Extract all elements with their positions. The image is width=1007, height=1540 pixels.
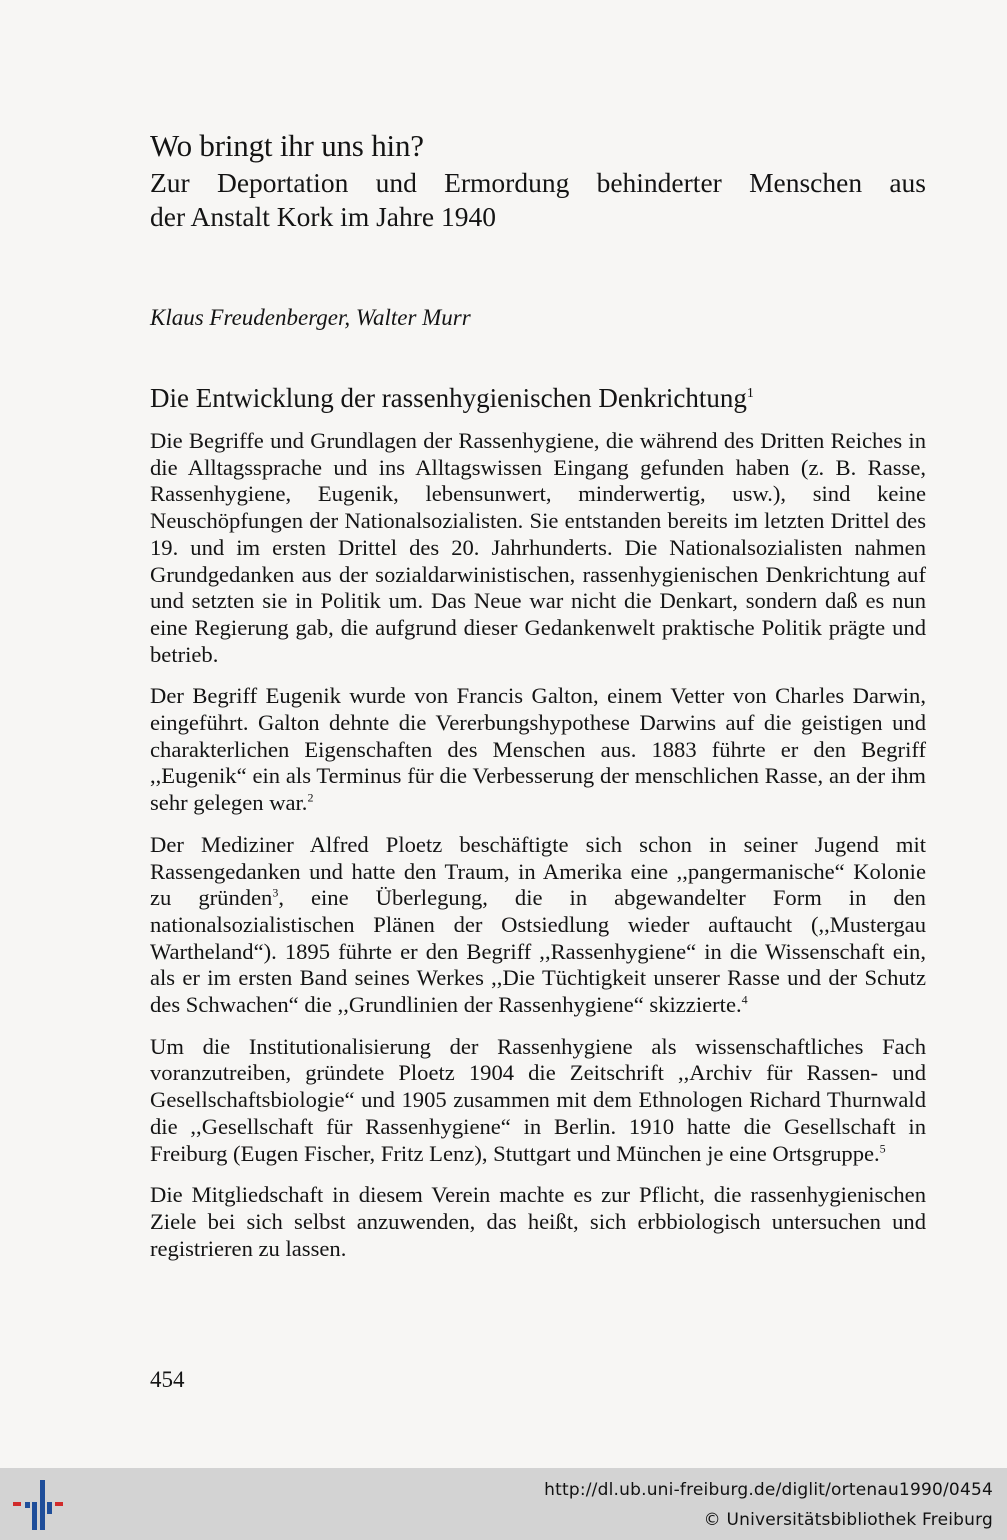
paragraph-1 (150, 428, 926, 668)
footnote-reference: 5 (879, 1141, 886, 1156)
paragraph-5 (150, 1182, 926, 1262)
section-heading-text: Die Entwicklung der rassenhygienischen Denkrichtung (150, 383, 747, 413)
footnote-reference: 1 (746, 386, 754, 401)
footnote-reference: 4 (741, 992, 748, 1007)
paragraph-text: Der Mediziner Alfred Ploetz beschäftigte sich schon in seiner Jugend mit Rassengedanken und hatte den Traum, in Amerika eine ,,pangermanische“ Kolonie zu gründen (150, 831, 926, 911)
paragraph-3 (150, 832, 926, 1019)
section-heading (150, 382, 926, 414)
paragraph-text: Die Mitgliedschaft in diesem Verein machte es zur Pflicht, die rassenhygienischen Ziele bei sich selbst anzuwenden, das heißt, sich erbbiologisch untersuchen und registrieren zu lassen. (150, 1182, 926, 1261)
permalink-url[interactable]: http://dl.ub.uni-freiburg.de/diglit/ortenau1990/0454 (544, 1480, 993, 1500)
article-body (150, 128, 926, 1262)
article-title: Wo bringt ihr uns hin? (150, 128, 424, 163)
article-authors: Klaus Freudenberger, Walter Murr (150, 305, 471, 330)
footnote-reference: 2 (307, 790, 314, 805)
paragraph-text: Um die Institutionalisierung der Rassenhygiene als wissenschaftliches Fach voranzutreiben, gründete Ploetz 1904 die Zeitschrift ,,Archiv für Rassen- und Gesellschaftsbiologie“ und 1905 zusammen mit dem Ethnologen Richard Thurnwald die ,,Gesellschaft für Rassenhygiene“ in Berlin. 1910 hatte die Gesellschaft in Freiburg (Eugen Fischer, Fritz Lenz), Stuttgart und München je eine Ortsgruppe. (150, 1033, 926, 1166)
paragraph-text: Die Begriffe und Grundlagen der Rassenhygiene, die während des Dritten Reiches in die Alltagssprache und ins Alltagswissen Eingang gefunden haben (z. B. Rasse, Rassenhygiene, Eugenik, lebensunwert, minderwertig, usw.), sind keine Neuschöpfungen der Nationalsozialisten. Sie entstanden bereits im letzten Drittel des 19. und im ersten Drittel des 20. Jahrhunderts. Die Nationalsozialisten nahmen Grundgedanken aus der sozialdarwinistischen, rassenhygienischen Denkrichtung auf und setzten sie in Politik um. Das Neue war nicht die Denkart, sondern daß es nun eine Regierung gab, die aufgrund dieser Gedankenwelt praktische Politik prägte und betrieb. (150, 428, 926, 667)
article-subtitle-line-1: Zur Deportation und Ermordung behinderter Menschen aus (150, 167, 926, 198)
paragraph-4 (150, 1034, 926, 1168)
paragraph-2 (150, 683, 926, 817)
paragraph-text: , eine Überlegung, die in abgewandelter Form in den nationalsozialistischen Plänen der Ostsiedlung wieder auftaucht (,,Mustergau Wartheland“). 1895 führte er den Begriff ,,Rassenhygiene“ in die Wissenschaft ein, als er im ersten Band seines Werkes ,,Die Tüchtigkeit unserer Rasse und der Schutz des Schwachen“ die ,,Grundlinien der Rassenhygiene“ skizzierte. (150, 885, 926, 1018)
paragraph-text: Der Begriff Eugenik wurde von Francis Galton, einem Vetter von Charles Darwin, eingeführt. Galton dehnte die Vererbungshypothese Darwins auf die geistigen und charakterlichen Eigenschaften des Menschen aus. 1883 führte er den Begriff ,,Eugenik“ ein als Terminus für die Verbesserung der menschlichen Rasse, an der ihm sehr gelegen war. (150, 683, 926, 816)
page-number: 454 (150, 1367, 185, 1392)
article-subtitle-line-2: der Anstalt Kork im Jahre 1940 (150, 201, 496, 232)
ub-freiburg-logo-icon (10, 1480, 66, 1532)
footer-bar (0, 1468, 1007, 1540)
footnote-reference: 3 (272, 885, 279, 900)
article-subtitle (150, 166, 926, 234)
copyright-notice: © Universitätsbibliothek Freiburg (703, 1510, 993, 1530)
